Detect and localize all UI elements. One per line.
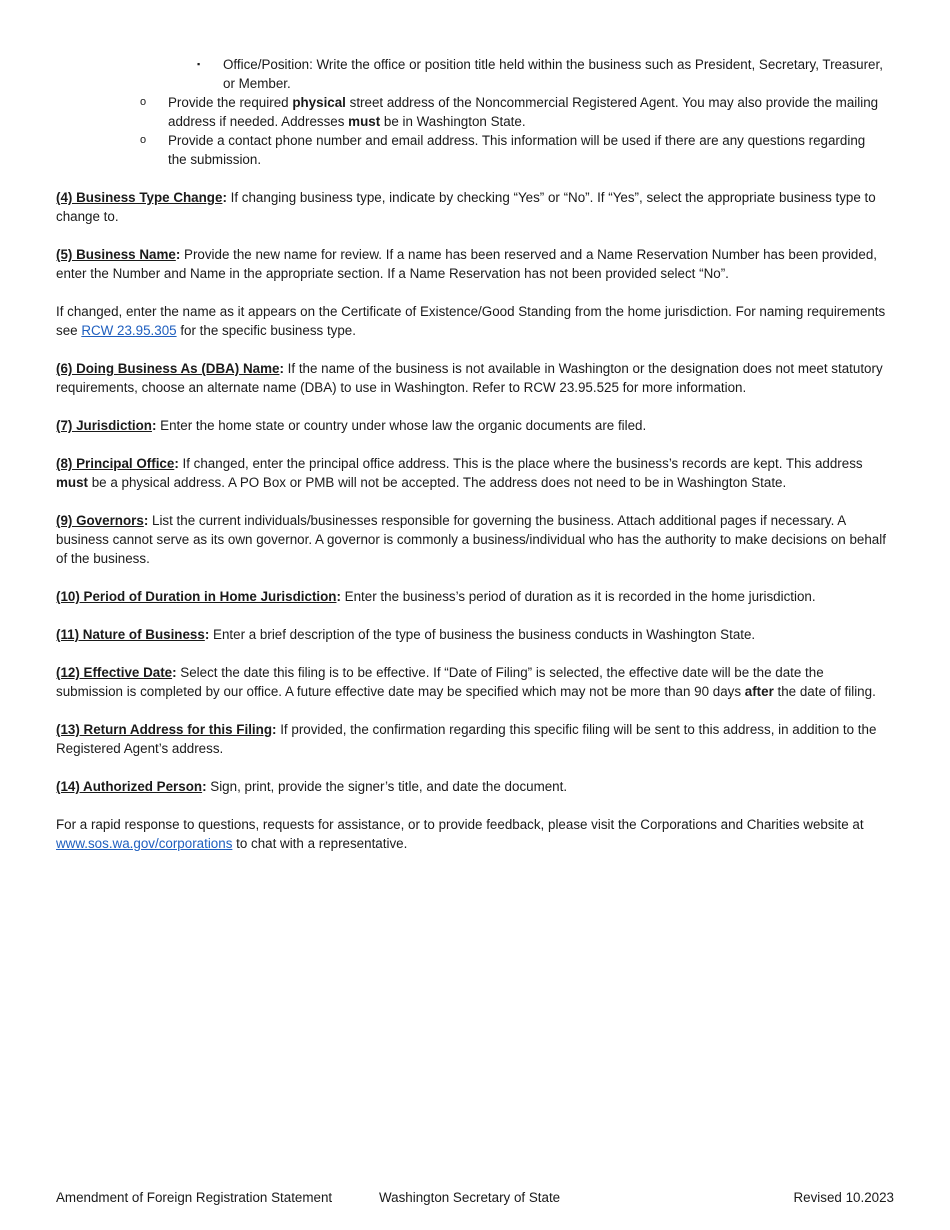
rcw-23-95-305-link[interactable]: RCW 23.95.305	[81, 323, 177, 338]
bullet-physical-address: o Provide the required physical street address of the Noncommercial Registered Agent. You may also provide the mailing address if needed. Addresses must be in Washington State.	[140, 95, 879, 129]
section-13-return-address: (13) Return Address for this Filing: If provided, the confirmation regarding this specific filing will be sent to this address, in addition to the Registered Agent’s address.	[56, 722, 877, 756]
section-heading: (9) Governors	[56, 513, 144, 528]
section-5-business-name: (5) Business Name: Provide the new name for review. If a name has been reserved and a Name Reservation Number has been provided, enter the Number and Name in the appropriate section. If a Name Reservation has not been provided select “No”.	[56, 247, 877, 281]
office-position-text: Office/Position: Write the office or position title held within the business such as President, Secretary, Treasurer, or Member.	[223, 57, 883, 91]
section-heading: (8) Principal Office	[56, 456, 175, 471]
footer-revision: Revised 10.2023	[793, 1190, 894, 1205]
section-6-dba-name: (6) Doing Business As (DBA) Name: If the name of the business is not available in Washington or the designation does not meet statutory requirements, choose an alternate name (DBA) to use in Washington. Refer to RCW 23.95.525 for more information.	[56, 361, 883, 395]
section-9-governors: (9) Governors: List the current individuals/businesses responsible for governing the business. Attach additional pages if necessary. A business cannot serve as its own governor. A governor is commonly a business/individual who has the authority to make decisions on behalf of the business.	[56, 513, 886, 566]
circle-bullet-icon: o	[140, 96, 147, 108]
section-11-nature-of-business: (11) Nature of Business: Enter a brief description of the type of business the business conducts in Washington State.	[56, 627, 756, 642]
section-14-authorized-person: (14) Authorized Person: Sign, print, provide the signer’s title, and date the document.	[56, 779, 568, 794]
section-heading: (7) Jurisdiction	[56, 418, 152, 433]
closing-paragraph: For a rapid response to questions, requests for assistance, or to provide feedback, please visit the Corporations and Charities website at www.sos.wa.gov/corporations to chat with a representative.	[56, 817, 864, 851]
section-10-period-of-duration: (10) Period of Duration in Home Jurisdiction: Enter the business’s period of duration as it is recorded in the home jurisdiction.	[56, 589, 816, 604]
section-heading: (4) Business Type Change	[56, 190, 223, 205]
footer-form-title: Amendment of Foreign Registration Statement	[56, 1190, 333, 1205]
section-heading: (10) Period of Duration in Home Jurisdiction	[56, 589, 337, 604]
bullet-office-position	[197, 55, 894, 93]
section-12-effective-date: (12) Effective Date: Select the date this filing is to be effective. If “Date of Filing” is selected, the effective date will be the date the submission is completed by our office. A future effective date may be specified which may not be more than 90 days after the date of filing.	[56, 665, 876, 699]
section-5-naming-requirements: If changed, enter the name as it appears on the Certificate of Existence/Good Standing from the home jurisdiction. For naming requirements see RCW 23.95.305 for the specific business type.	[56, 304, 886, 338]
contact-text: Provide a contact phone number and email address. This information will be used if there are any questions regarding the submission.	[168, 133, 866, 167]
section-7-jurisdiction: (7) Jurisdiction: Enter the home state or country under whose law the organic documents are filed.	[56, 418, 647, 433]
sos-corporations-link[interactable]: www.sos.wa.gov/corporations	[56, 836, 233, 851]
footer-agency: Washington Secretary of State	[379, 1190, 561, 1205]
section-heading: (5) Business Name	[56, 247, 176, 262]
page-footer	[56, 1188, 894, 1208]
section-heading: (14) Authorized Person	[56, 779, 203, 794]
section-heading: (11) Nature of Business	[56, 627, 205, 642]
section-heading: (12) Effective Date	[56, 665, 173, 680]
section-heading: (13) Return Address for this Filing	[56, 722, 273, 737]
circle-bullet-icon: o	[140, 134, 147, 146]
bullet-contact	[140, 131, 894, 169]
document-body	[56, 55, 894, 853]
section-8-principal-office: (8) Principal Office: If changed, enter the principal office address. This is the place where the business’s records are kept. This address must be a physical address. A PO Box or PMB will not be accepted. The address does not need to be in Washington State.	[56, 456, 863, 490]
section-heading: (6) Doing Business As (DBA) Name	[56, 361, 280, 376]
square-bullet-icon: ▪	[197, 59, 201, 69]
section-4-business-type-change: (4) Business Type Change: If changing business type, indicate by checking “Yes” or “No”. If “Yes”, select the appropriate business type to change to.	[56, 190, 876, 224]
